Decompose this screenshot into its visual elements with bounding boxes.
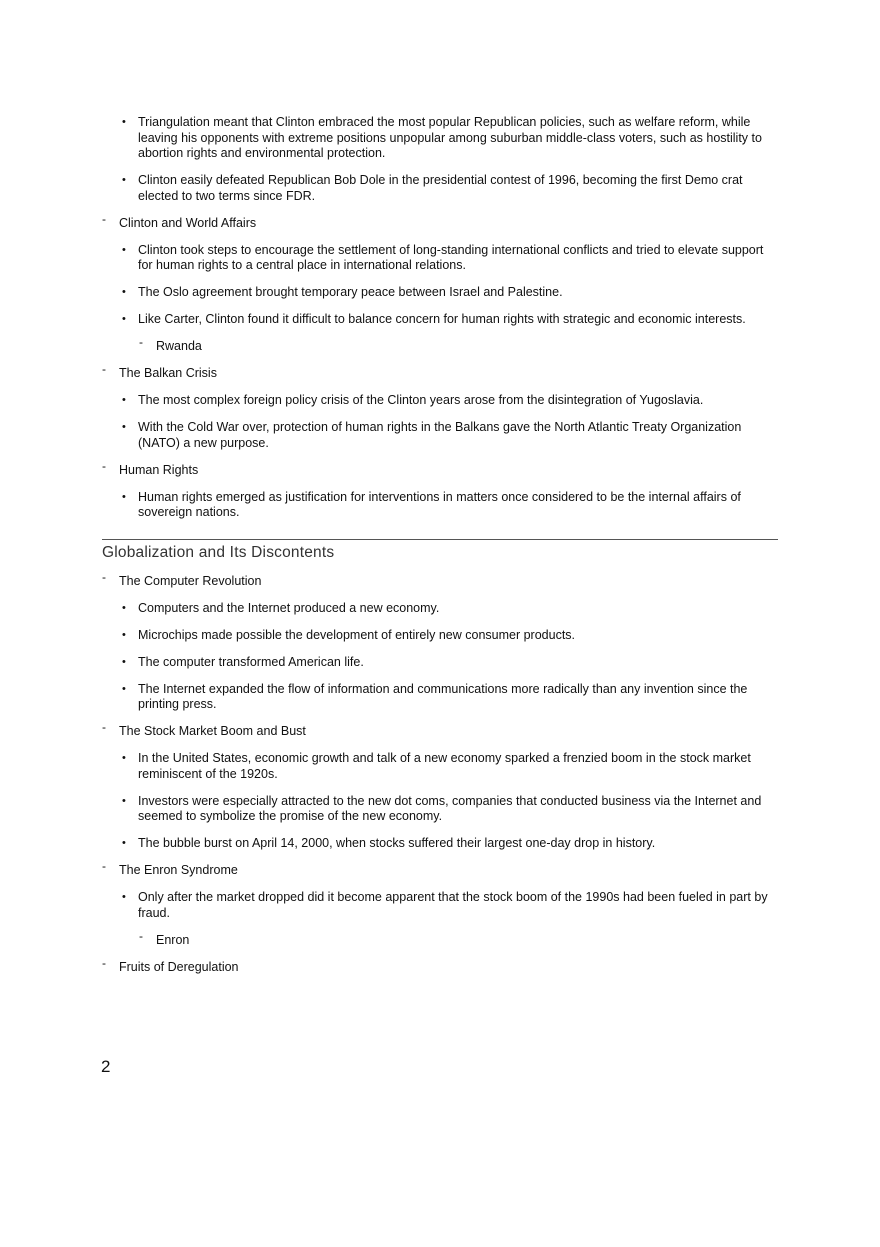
bullet-text: The computer transformed American life. (138, 654, 364, 669)
heading-text: Human Rights (119, 462, 199, 477)
dash-icon: - (139, 928, 143, 943)
list-item (102, 393, 778, 409)
bullet-text: Computers and the Internet produced a new economy. (138, 600, 440, 615)
bullet-icon: • (122, 601, 126, 614)
outline-heading (102, 458, 778, 479)
bullet-icon: • (122, 421, 126, 433)
outline-heading (102, 955, 778, 976)
heading-text: Fruits of Deregulation (119, 959, 239, 974)
outline-heading (102, 859, 778, 879)
dash-icon: - (102, 458, 106, 473)
bullet-text: Clinton took steps to encourage the settlement of long-standing international conflicts and tried to elevate support for human rights to a central place in international relations. (138, 242, 764, 272)
bullet-text: Microchips made possible the development of entirely new consumer products. (138, 627, 576, 642)
bullet-icon: • (122, 752, 126, 764)
heading-text: The Computer Revolution (119, 573, 262, 588)
section-divider (102, 539, 778, 540)
bullet-icon: • (122, 837, 126, 849)
list-item (102, 243, 778, 274)
list-item (102, 794, 778, 825)
list-item (102, 115, 778, 162)
bullet-text: Only after the market dropped did it become apparent that the stock boom of the 1990s had been fueled in part by fraud. (138, 890, 768, 920)
bullet-text: Clinton easily defeated Republican Bob Dole in the presidential contest of 1996, becoming the first Demo crat elected to two terms since FDR. (138, 173, 743, 203)
list-item (102, 490, 778, 521)
bullet-text: The Internet expanded the flow of information and communications more radically than any invention since the printing press. (138, 681, 748, 711)
bullet-text: In the United States, economic growth and talk of a new economy sparked a frenzied boom in the stock market reminiscent of the 1920s. (138, 751, 751, 781)
outline-heading (102, 569, 778, 590)
list-item (102, 285, 778, 301)
sub-list-item (102, 928, 778, 949)
page-number: 2 (101, 1057, 111, 1076)
list-item (102, 751, 778, 782)
outline-heading (102, 211, 778, 232)
list-item (102, 890, 778, 921)
outline-content (102, 115, 778, 987)
bullet-icon: • (122, 794, 126, 807)
bullet-icon: • (122, 628, 126, 641)
bullet-icon: • (122, 243, 126, 256)
section-title: Globalization and Its Discontents (102, 543, 335, 561)
bullet-icon: • (122, 655, 126, 668)
bullet-text: The bubble burst on April 14, 2000, when stocks suffered their largest one-day drop in history. (138, 836, 656, 850)
sub-item-text: Enron (156, 932, 190, 947)
bullet-text: With the Cold War over, protection of human rights in the Balkans gave the North Atlantic Treaty Organization (NATO) a new purpose. (138, 420, 742, 450)
list-item (102, 312, 778, 328)
bullet-text: Triangulation meant that Clinton embraced the most popular Republican policies, such as welfare reform, while leaving his opponents with extreme positions unpopular among suburban middle-class voters, such as hostility to abortion rights and environmental protection. (138, 115, 762, 160)
heading-text: Clinton and World Affairs (119, 215, 257, 230)
list-item (102, 655, 778, 671)
heading-text: The Stock Market Boom and Bust (119, 724, 306, 738)
list-item (102, 682, 778, 713)
dash-icon: - (139, 335, 143, 349)
heading-text: The Balkan Crisis (119, 366, 217, 380)
bullet-icon: • (122, 891, 126, 903)
bullet-text: The most complex foreign policy crisis of the Clinton years arose from the disintegration of Yugoslavia. (138, 393, 704, 407)
heading-text: The Enron Syndrome (119, 863, 238, 877)
bullet-icon: • (122, 394, 126, 406)
bullet-icon: • (122, 313, 126, 325)
dash-icon: - (102, 859, 106, 873)
bullet-text: Human rights emerged as justification for interventions in matters once considered to be the internal affairs of sovereign nations. (138, 489, 741, 519)
bullet-icon: • (122, 116, 126, 128)
outline-heading (102, 362, 778, 382)
sub-list-item (102, 335, 778, 355)
outline-heading (102, 720, 778, 740)
dash-icon: - (102, 362, 106, 376)
bullet-icon: • (122, 682, 126, 695)
bullet-text: The Oslo agreement brought temporary peace between Israel and Palestine. (138, 285, 563, 299)
list-item (102, 173, 778, 204)
bullet-text: Like Carter, Clinton found it difficult to balance concern for human rights with strategic and economic interests. (138, 312, 746, 326)
dash-icon: - (102, 720, 106, 734)
list-item (102, 420, 778, 451)
bullet-text: Investors were especially attracted to the new dot coms, companies that conducted business via the Internet and seemed to symbolize the promise of the new economy. (138, 793, 762, 823)
list-item (102, 628, 778, 644)
list-item (102, 601, 778, 617)
sub-item-text: Rwanda (156, 339, 202, 353)
dash-icon: - (102, 569, 106, 584)
bullet-icon: • (122, 286, 126, 298)
dash-icon: - (102, 955, 106, 970)
bullet-icon: • (122, 490, 126, 503)
bullet-icon: • (122, 174, 126, 186)
dash-icon: - (102, 211, 106, 226)
list-item (102, 836, 778, 852)
